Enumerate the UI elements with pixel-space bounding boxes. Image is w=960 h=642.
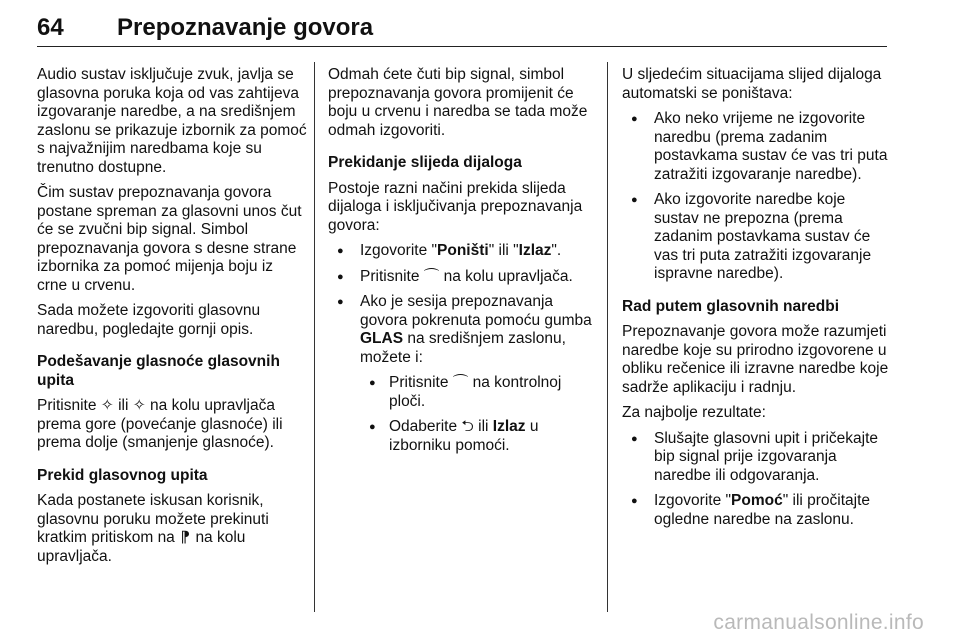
- list-item: ● Ako je sesija prepoznavanja govora pokrenuta pomoću gumba GLAS na središnjem zaslonu, možete i: ● Pritisnite ⌒ na kontrolnoj ploči. ● Odaberite ⮌ ili Izlaz u izborniku pomoći.: [328, 293, 592, 455]
- paragraph: Prepoznavanje govora može razumjeti naredbe koje su prirodno izgovorene u obliku rečenice ili izravne naredbe koje sadrže aplikaciju i radnju.: [622, 323, 889, 396]
- section-heading: Prekidanje slijeda dijaloga: [328, 154, 522, 171]
- list-item: ● Slušajte glasovni upit i pričekajte bip signal prije izgovaranja naredbe ili odgovaranja.: [622, 430, 890, 486]
- list-item: ● Ako izgovorite naredbe koje sustav ne prepozna (prema zadanim postavkama sustav će vas tri puta zatražiti izgovaranje ispravne naredbe).: [622, 191, 890, 284]
- bullet-list: [328, 242, 592, 455]
- bullet-list: [622, 430, 890, 530]
- text: Kada postanete iskusan korisnik, glasovnu poruku možete prekinuti kratkim pritiskom na: [37, 492, 269, 546]
- text: na kolu upravljača prema gore (povećanje glasnoće) ili prema dolje (smanjenje glasnoće).: [37, 397, 283, 451]
- list-item: ● Ako neko vrijeme ne izgovorite naredbu (prema zadanim postavkama sustav će vas tri puta zatražiti izgovaranje naredbe).: [622, 110, 890, 184]
- watermark: carmanualsonline.info: [713, 611, 924, 634]
- volume-down-icon: ✧: [132, 397, 146, 414]
- paragraph: Za najbolje rezultate:: [622, 404, 766, 421]
- text: na kolu upravljača.: [37, 529, 246, 565]
- page-header: [37, 6, 887, 47]
- paragraph: Postoje razni načini prekida slijeda dijaloga i isključivanja prepoznavanja govora:: [328, 179, 583, 234]
- voice-icon: ⌒: [452, 374, 469, 391]
- list-item: ● Pritisnite ⌒ na kontrolnoj ploči.: [360, 374, 592, 411]
- paragraph: U sljedećim situacijama slijed dijaloga automatski se poništava:: [622, 66, 882, 102]
- paragraph: Čim sustav prepoznavanja govora postane spreman za glasovni unos čut će se zvučni bip signal. Simbol prepoznavanja govora s desne strane izbornika za pomoć mijenja boju iz crne u crvenu.: [37, 184, 302, 294]
- page-number: 64: [37, 14, 64, 41]
- column-3: [622, 66, 890, 536]
- column-divider-1: [314, 62, 315, 612]
- list-item: ● Pritisnite ⌒ na kolu upravljača.: [328, 268, 592, 287]
- paragraph: [37, 397, 307, 453]
- list-item: ● Odaberite ⮌ ili Izlaz u izborniku pomoći.: [360, 418, 592, 455]
- paragraph: Sada možete izgovoriti glasovnu naredbu, pogledajte gornji opis.: [37, 302, 261, 338]
- list-item: ● Izgovorite "Poništi" ili "Izlaz".: [328, 242, 592, 261]
- section-heading: Prekid glasovnog upita: [37, 466, 208, 484]
- text: Pritisnite: [37, 397, 97, 414]
- list-item: ● Izgovorite "Pomoć" ili pročitajte ogledne naredbe na zaslonu.: [622, 492, 890, 529]
- section-heading: Podešavanje glasnoće glasovnih upita: [37, 353, 280, 389]
- paragraph: Audio sustav isključuje zvuk, javlja se glasovna poruka koja od vas zahtijeva izgovaranje naredbe, a na središnjem zaslonu se prikazuje izbornik za pomoć s najvažnijim naredbama koje su trenutno dostupne.: [37, 66, 307, 176]
- phone-icon: ⁋: [180, 529, 191, 546]
- column-1: [37, 66, 307, 573]
- paragraph: [37, 492, 307, 566]
- volume-up-icon: ✧: [100, 397, 114, 414]
- column-divider-2: [607, 62, 608, 612]
- bullet-list: [622, 110, 890, 284]
- back-icon: ⮌: [461, 418, 474, 435]
- hang-up-icon: ⌒: [423, 267, 440, 285]
- text: ili: [118, 397, 129, 414]
- paragraph: Odmah ćete čuti bip signal, simbol prepoznavanja govora promijenit će boju u crvenu i naredba se tada može odmah izgovoriti.: [328, 66, 588, 139]
- column-2: [328, 66, 592, 462]
- sub-list: [360, 374, 592, 455]
- page-title: Prepoznavanje govora: [117, 14, 374, 41]
- section-heading: Rad putem glasovnih naredbi: [622, 297, 840, 315]
